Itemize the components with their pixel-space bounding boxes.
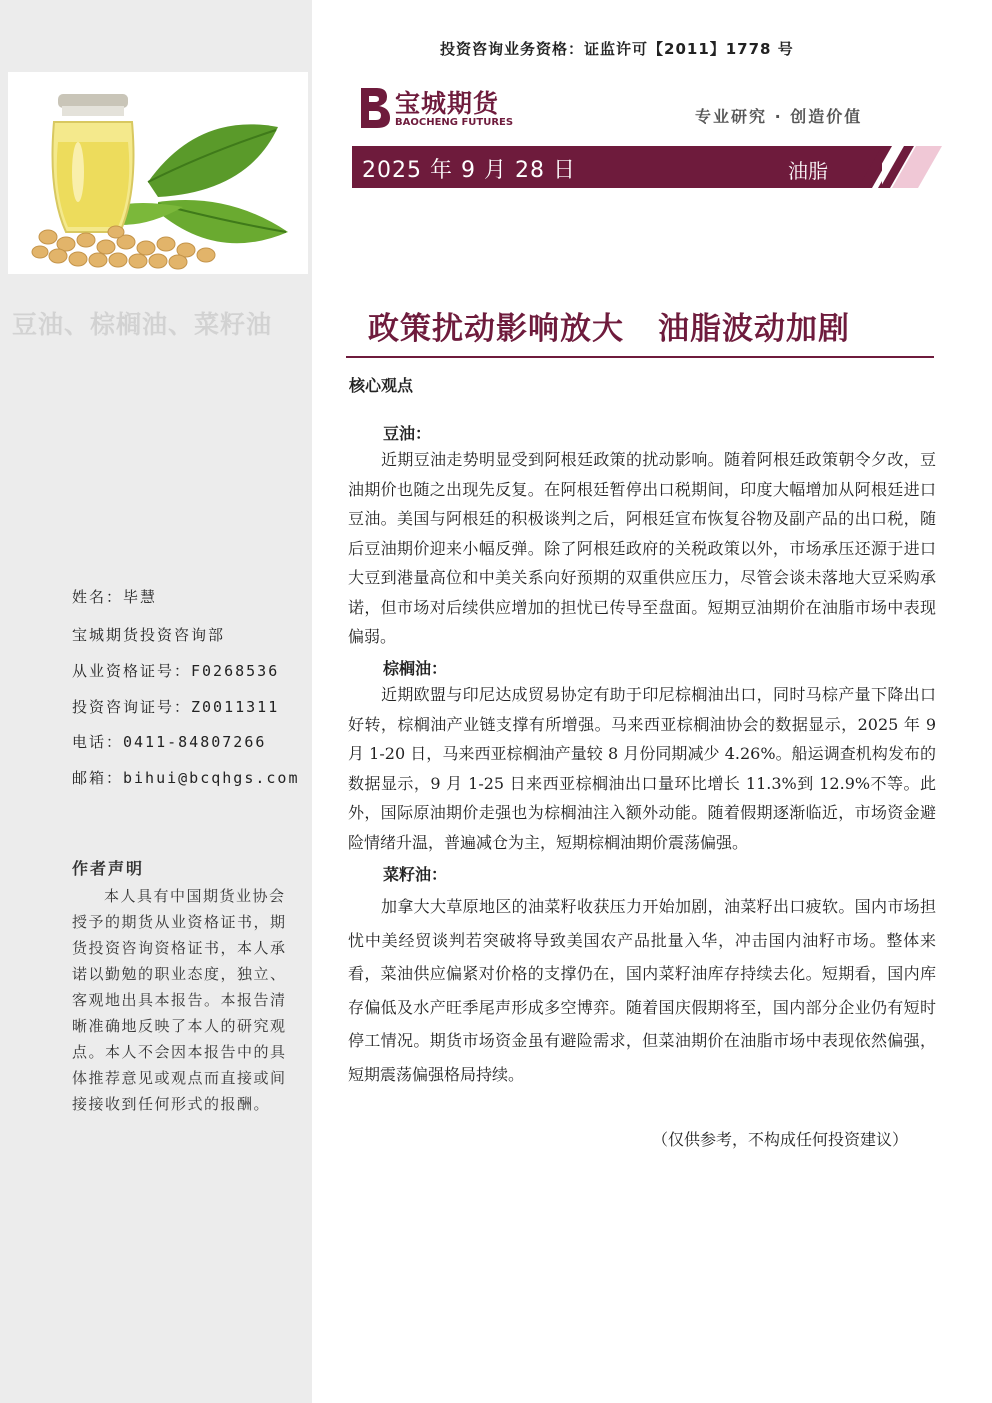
company-logo: [355, 84, 530, 132]
section-text-palm-oil: 近期欧盟与印尼达成贸易协定有助于印尼棕榈油出口，同时马棕产量下降出口好转，棕榈油产业链支撑有所增强。马来西亚棕榈油协会的数据显示，2025 年 9 月 1-20 日，马来西亚棕榈油产量较 8 月份同期减少 4.26%。船运调查机构发布的数据显示，9 月 1-25 日来西亚棕榈油出口量环比增长 11.3%到 12.9%不等。此外，国际原油期价走强也为棕榈油注入额外动能。随着假期逐渐临近，市场资金避险情绪升温，普遍减仓为主，短期棕榈油期价震荡偏强。: [348, 685, 936, 852]
declaration-text: 本人具有中国期货业协会授予的期货从业资格证书，期货投资咨询资格证书，本人承诺以勤勉的职业态度，独立、客观地出具本报告。本报告清晰准确地反映了本人的研究观点。本人不会因本报告中的具体推荐意见或观点而直接或间接接收到任何形式的报酬。: [72, 887, 287, 1113]
title-divider: [346, 356, 934, 358]
slogan: 专业研究 · 创造价值: [695, 107, 863, 126]
declaration-title: 作者声明: [72, 859, 145, 878]
section-heading-palm-oil: 棕榈油：: [383, 659, 448, 678]
banner-stripes-icon: [858, 146, 942, 188]
core-view-label: 核心观点: [349, 376, 414, 395]
section-heading-rapeseed-oil: 菜籽油：: [383, 865, 448, 884]
license-line: 投资咨询业务资格：证监许可【2011】1778 号: [440, 40, 794, 58]
disclaimer: （仅供参考，不构成任何投资建议）: [652, 1130, 909, 1149]
logo-text-cn: 宝城期货: [395, 89, 500, 118]
logo-mark-icon: [355, 84, 393, 130]
report-date: 2025 年 9 月 28 日: [362, 158, 576, 183]
email: 邮箱：bihui@bcqhgs.com: [72, 769, 300, 787]
sidebar-categories: 豆油、棕榈油、菜籽油: [12, 310, 273, 339]
consulting-number: 投资咨询证号：Z0011311: [72, 698, 280, 716]
title-part-2: 油脂波动加剧: [658, 311, 850, 347]
report-category: 油脂: [788, 159, 828, 183]
author-name: 姓名：毕慧: [72, 588, 158, 606]
phone: 电话：0411-84807266: [72, 733, 267, 751]
soybean-oil-photo: [8, 72, 308, 274]
logo-text-en: BAOCHENG FUTURES: [395, 117, 514, 128]
section-heading-soybean-oil: 豆油：: [383, 424, 432, 443]
title-part-1: 政策扰动影响放大: [368, 311, 624, 347]
section-text-rapeseed-oil: 加拿大大草原地区的油菜籽收获压力开始加剧，油菜籽出口疲软。国内市场担忧中美经贸谈判若突破将导致美国农产品批量入华，冲击国内油籽市场。整体来看，菜油供应偏紧对价格的支撑仍在，国内菜籽油库存持续去化。短期看，国内库存偏低及水产旺季尾声形成多空博弈。随着国庆假期将至，国内部分企业仍有短时停工情况。期货市场资金虽有避险需求，但菜油期价在油脂市场中表现依然偏强，短期震荡偏强格局持续。: [348, 897, 936, 1084]
report-title: [368, 303, 850, 348]
section-text-soybean-oil: 近期豆油走势明显受到阿根廷政策的扰动影响。随着阿根廷政策朝令夕改，豆油期价也随之出现先反复。在阿根廷暂停出口税期间，印度大幅增加从阿根廷进口豆油。美国与阿根廷的积极谈判之后，阿根廷宣布恢复谷物及副产品的出口税，随后豆油期价迎来小幅反弹。除了阿根廷政府的关税政策以外，市场承压还源于进口大豆到港量高位和中美关系向好预期的双重供应压力，尽管会谈未落地大豆采购承诺，但市场对后续供应增加的担忧已传导至盘面。短期豆油期价在油脂市场中表现偏弱。: [348, 450, 936, 646]
department: 宝城期货投资咨询部: [72, 626, 226, 644]
sidebar: [0, 0, 312, 1403]
qualification-number: 从业资格证号：F0268536: [72, 662, 280, 680]
